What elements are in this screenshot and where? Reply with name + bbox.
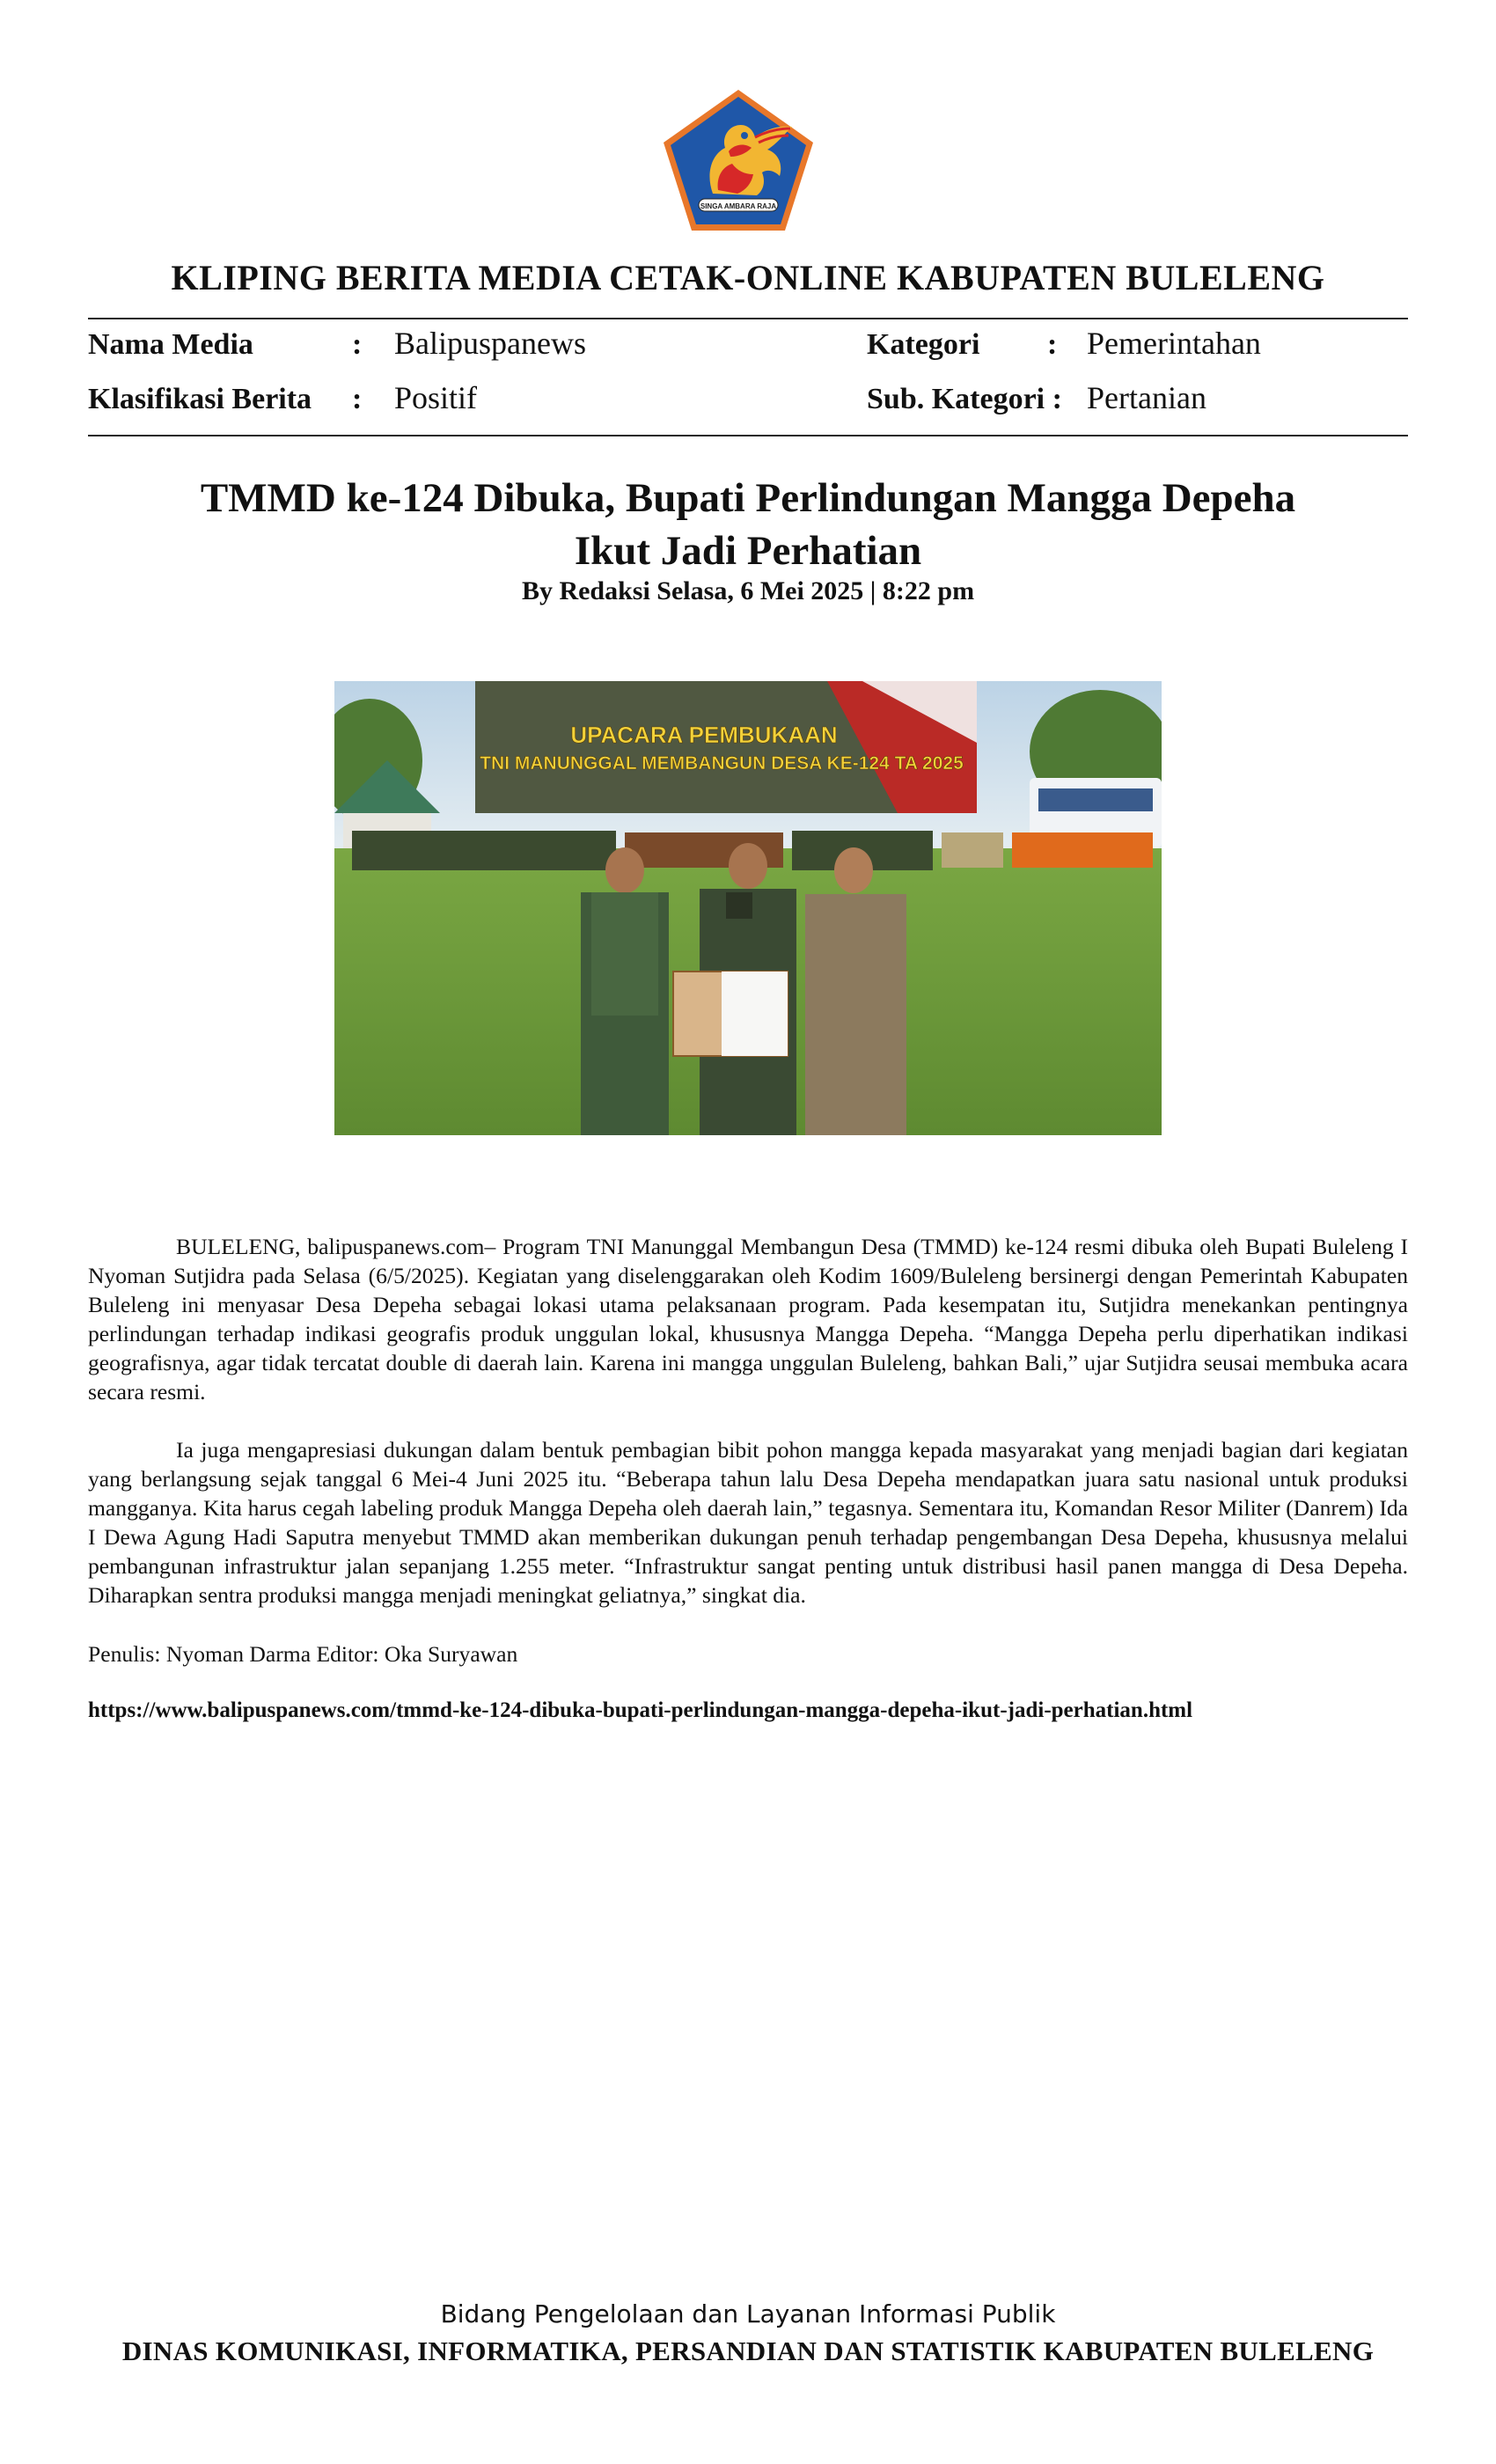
klasifikasi-label: Klasifikasi Berita (88, 383, 312, 415)
article-title-line-1: TMMD ke-124 Dibuka, Bupati Perlindungan Mangga Depeha (200, 475, 1296, 521)
article-title (132, 472, 1364, 577)
banner-line-1: UPACARA PEMBUKAAN (570, 722, 838, 748)
article-photo (334, 681, 1162, 1135)
header-divider-top (88, 318, 1408, 319)
kategori-colon: : (1047, 328, 1058, 361)
media-label: Nama Media (88, 328, 253, 361)
article-title-line-2: Ikut Jadi Perhatian (574, 528, 922, 574)
ceremony-photo (334, 681, 1162, 1135)
subkategori-label: Sub. Kategori : (867, 383, 1062, 415)
clipping-header-title: KLIPING BERITA MEDIA CETAK-ONLINE KABUPATEN BULELENG (171, 258, 1325, 297)
klasifikasi-colon: : (352, 383, 363, 415)
article-byline: By Redaksi Selasa, 6 Mei 2025 | 8:22 pm (521, 576, 975, 605)
banner-line-2: TNI MANUNGGAL MEMBANGUN DESA KE-124 TA 2025 (480, 753, 964, 774)
regency-logo (660, 86, 817, 234)
source-url-link[interactable]: https://www.balipuspanews.com/tmmd-ke-124-dibuka-bupati-perlindungan-mangga-depeha-ikut-jadi-perhatian.html (88, 1698, 1193, 1722)
article-paragraph-1: BULELENG, balipuspanews.com– Program TNI Manunggal Membangun Desa (TMMD) ke-124 resmi dibuka oleh Bupati Buleleng I Nyoman Sutjidra pada Selasa (6/5/2025). Kegiatan yang diselenggarakan oleh Kodim 1609/Buleleng bersinergi dengan Pemerintah Kabupaten Buleleng ini menyasar Desa Depeha sebagai lokasi utama pelaksanaan program. Pada kesempatan itu, Sutjidra menekankan pentingnya perlindungan terhadap indikasi geografis produk unggulan lokal, khususnya Mangga Depeha. “Mangga Depeha perlu diperhatikan indikasi geografisnya, agar tidak tercatat double di daerah lain. Karena ini mangga unggulan Buleleng, bahkan Bali,” ujar Sutjidra seusai membuka acara secara resmi. (88, 1234, 1408, 1404)
klasifikasi-value: Positif (394, 380, 478, 415)
subkategori-value: Pertanian (1087, 380, 1206, 415)
kategori-label: Kategori (867, 328, 980, 361)
article-paragraph-2: Ia juga mengapresiasi dukungan dalam bentuk pembagian bibit pohon mangga kepada masyarakat yang menjadi bagian dari kegiatan yang berlangsung sejak tanggal 6 Mei-4 Juni 2025 itu. “Beberapa tahun lalu Desa Depeha mendapatkan juara satu nasional untuk produksi mangganya. Kita harus cegah labeling produk Mangga Depeha oleh daerah lain,” tegasnya. Sementara itu, Komandan Resor Militer (Danrem) Ida I Dewa Agung Hadi Saputra menyebut TMMD akan memberikan dukungan penuh terhadap pengembangan Desa Depeha, khususnya melalui pembangunan infrastruktur jalan sepanjang 1.255 meter. “Infrastruktur sangat penting untuk distribusi hasil panen mangga di Desa Depeha. Diharapkan sentra produksi mangga menjadi meningkat geliatnya,” singkat dia. (88, 1437, 1408, 1608)
kategori-value: Pemerintahan (1087, 326, 1261, 361)
media-colon: : (352, 328, 363, 361)
logo-motto: SINGA AMBARA RAJA (700, 202, 777, 210)
footer-division: Bidang Pengelolaan dan Layanan Informasi Publik (440, 2299, 1056, 2328)
singa-ambara-raja-crest-icon (660, 86, 817, 234)
media-value: Balipuspanews (394, 326, 586, 361)
header-divider-bottom (88, 435, 1408, 436)
article-credits: Penulis: Nyoman Darma Editor: Oka Suryawan (88, 1641, 518, 1667)
footer-agency: DINAS KOMUNIKASI, INFORMATIKA, PERSANDIAN DAN STATISTIK KABUPATEN BULELENG (121, 2336, 1375, 2366)
